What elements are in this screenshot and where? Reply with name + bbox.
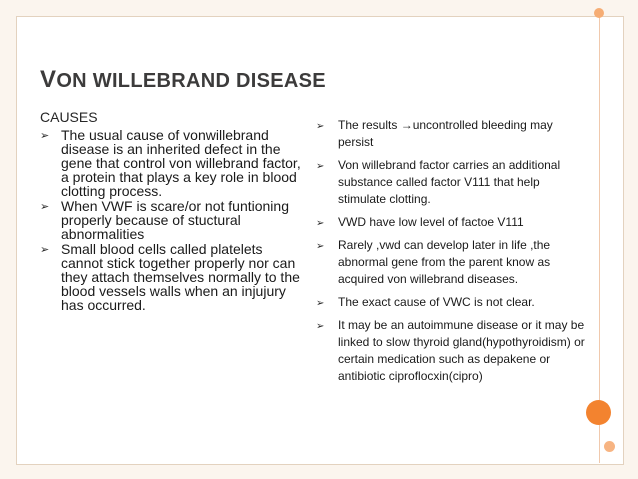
arrow-bullet-icon: ➢ (40, 130, 50, 142)
decorative-circle-top (594, 8, 604, 18)
list-item-text: The usual cause of vonwillebrand disease is an inherited defect in the gene that control von willebrand factor, a protein that plays a key role in blood clotting process. (61, 127, 301, 199)
right-column (316, 117, 586, 391)
slide-title (40, 66, 326, 94)
list-item-text: The results →uncontrolled bleeding may persist (338, 118, 553, 149)
arrow-bullet-icon: ➢ (316, 241, 325, 252)
title-rest: ON WILLEBRAND DISEASE (56, 70, 326, 92)
list-item (316, 214, 586, 231)
decorative-circle-small (604, 441, 615, 452)
list-item-text: VWD have low level of factoe V111 (338, 215, 524, 229)
list-item (40, 128, 306, 198)
list-item (316, 237, 586, 288)
arrow-bullet-icon: ➢ (316, 321, 325, 332)
decorative-circle-large (586, 400, 611, 425)
list-item (316, 317, 586, 385)
list-item (316, 117, 586, 151)
list-item-text: Small blood cells called platelets cannot stick together properly nor can they attach themselves normally to the blood vessels walls when an injujury has occurred. (61, 241, 300, 313)
list-item (316, 157, 586, 208)
arrow-bullet-icon: ➢ (40, 244, 50, 256)
arrow-bullet-icon: ➢ (316, 161, 325, 172)
list-item-text: Von willebrand factor carries an additional substance called factor V111 that help stimulate clotting. (338, 158, 561, 206)
right-accent-line (599, 16, 600, 463)
list-item-text: The exact cause of VWC is not clear. (338, 295, 535, 309)
list-item (40, 242, 306, 312)
list-item (316, 294, 586, 311)
details-list (316, 117, 586, 385)
arrow-bullet-icon: ➢ (316, 121, 325, 132)
causes-heading: CAUSES (40, 109, 98, 125)
causes-list (40, 128, 306, 312)
arrow-bullet-icon: ➢ (316, 218, 325, 229)
arrow-bullet-icon: ➢ (40, 201, 50, 213)
title-initial: V (40, 66, 57, 93)
arrow-bullet-icon: ➢ (316, 298, 325, 309)
list-item-text: It may be an autoimmune disease or it may be linked to slow thyroid gland(hypothyroidism) or certain medication such as depakene or antibiotic ciproflocxin(cipro) (338, 318, 585, 383)
list-item (40, 199, 306, 241)
list-item-text: When VWF is scare/or not funtioning properly because of stuctural abnormalities (61, 198, 289, 242)
list-item-text: Rarely ,vwd can develop later in life ,the abnormal gene from the parent know as acquired von willebrand diseases. (338, 238, 551, 286)
left-column (40, 109, 306, 313)
